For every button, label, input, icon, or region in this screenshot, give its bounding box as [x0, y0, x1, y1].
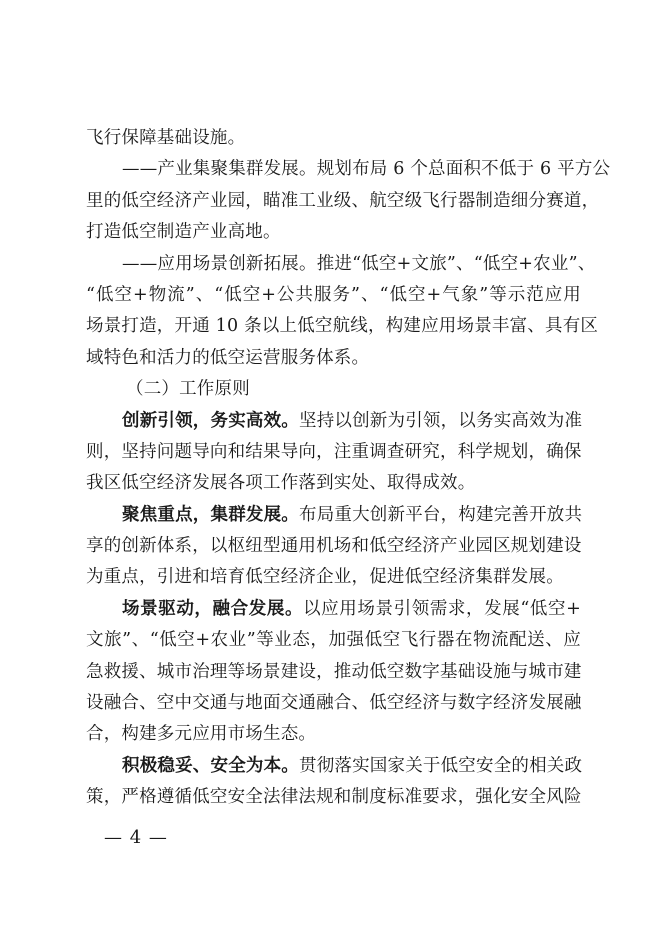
text-fragment: 坚持以创新为引领，以务实高效为准 — [299, 410, 583, 431]
section-heading: （二）工作原则 — [126, 379, 250, 400]
principle-title: 场景驱动，融合发展。 — [122, 598, 304, 619]
text-line: 为重点，引进和培育低空经济企业，促进低空经济集群发展。 — [86, 567, 564, 588]
text-line: 策，严格遵循低空安全法律法规和制度标准要求，强化安全风险 — [86, 787, 582, 808]
principle-title: 聚焦重点，集群发展。 — [122, 504, 299, 525]
principle-paragraph-start — [86, 406, 581, 437]
text-line: 里的低空经济产业园，瞄准工业级、航空级飞行器制造细分赛道， — [86, 190, 600, 211]
text-line: 文旅”、“低空+农业”等业态，加强低空飞行器在物流配送、应 — [86, 630, 581, 651]
principle-paragraph-start — [86, 500, 581, 531]
text-line: 飞行保障基础设施。 — [86, 128, 246, 148]
principle-title: 创新引领，务实高效。 — [122, 410, 299, 431]
text-line: 急救援、城市治理等场景建设，推动低空数字基础设施与城市建 — [86, 661, 582, 682]
text-fragment: 贯彻落实国家关于低空安全的相关政 — [299, 755, 583, 776]
principle-paragraph-start — [86, 751, 581, 782]
text-line: 场景打造，开通 10 条以上低空航线，构建应用场景丰富、具有区 — [86, 316, 599, 337]
text-line: ——产业集聚集群发展。规划布局 6 个总面积不低于 6 平方公 — [122, 159, 611, 180]
principle-paragraph-start — [86, 594, 581, 625]
text-fragment: 布局重大创新平台，构建完善开放共 — [299, 504, 583, 525]
text-line: “低空+物流”、“低空+公共服务”、“低空+气象”等示范应用 — [86, 284, 581, 305]
text-line: ——应用场景创新拓展。推进“低空+文旅”、“低空+农业”、 — [122, 253, 596, 274]
text-line: 域特色和活力的低空运营服务体系。 — [86, 347, 370, 368]
body-text — [86, 123, 611, 814]
text-line: 打造低空制造产业高地。 — [86, 222, 281, 243]
text-line: 我区低空经济发展各项工作落到实处、取得成效。 — [86, 473, 476, 494]
text-fragment: 以应用场景引领需求，发展“低空+ — [303, 598, 581, 619]
text-line: 享的创新体系，以枢纽型通用机场和低空经济产业园区规划建设 — [86, 536, 582, 557]
page-number: — 4 — — [104, 827, 168, 848]
text-line: 合，构建多元应用市场生态。 — [86, 724, 317, 745]
text-line: 设融合、空中交通与地面交通融合、低空经济与数字经济发展融 — [86, 693, 582, 714]
principle-title: 积极稳妥、安全为本。 — [122, 755, 299, 776]
text-line: 则，坚持问题导向和结果导向，注重调查研究，科学规划，确保 — [86, 441, 582, 462]
